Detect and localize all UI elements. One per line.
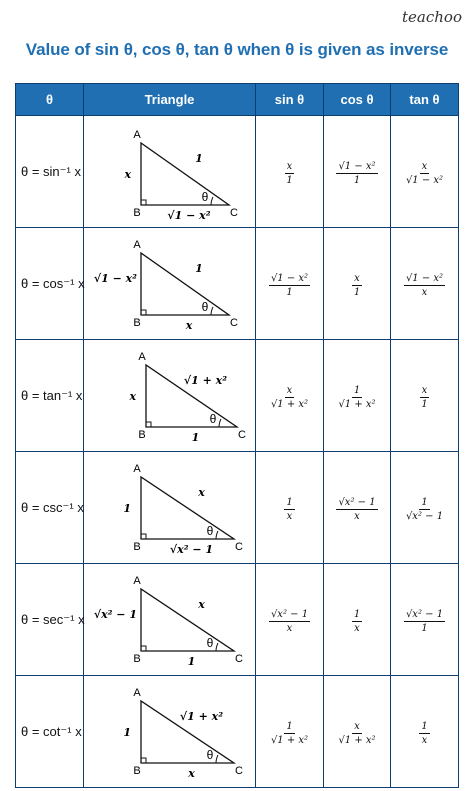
theta-cell: θ = csc⁻¹ x bbox=[16, 452, 84, 564]
table-row bbox=[16, 228, 459, 340]
angle-label-theta: θ bbox=[201, 189, 209, 204]
fraction-denominator: x bbox=[286, 623, 293, 634]
tan-fraction bbox=[404, 161, 445, 186]
cos-fraction bbox=[336, 497, 377, 522]
right-angle-mark bbox=[141, 534, 146, 539]
side-label-bottom: √1 − x² bbox=[167, 208, 211, 222]
vertex-label-a: A bbox=[133, 686, 141, 699]
angle-label-theta: θ bbox=[206, 747, 214, 762]
fraction-numerator: 1 bbox=[286, 721, 293, 732]
sin-fraction bbox=[269, 609, 310, 634]
tan-fraction bbox=[419, 721, 429, 746]
fraction-denominator: x bbox=[354, 623, 360, 634]
right-angle-mark bbox=[141, 758, 146, 763]
angle-arc bbox=[211, 307, 213, 315]
fraction-denominator: √1 − x² bbox=[405, 175, 444, 186]
theta-cell: θ = tan⁻¹ x bbox=[16, 340, 84, 452]
right-angle-mark bbox=[141, 200, 146, 205]
side-label-left: x bbox=[124, 167, 131, 181]
theta-cell: θ = sin⁻¹ x bbox=[16, 116, 84, 228]
vertex-label-c: C bbox=[238, 428, 246, 441]
vertex-label-c: C bbox=[230, 206, 238, 219]
side-label-hypotenuse: 1 bbox=[195, 151, 203, 165]
fraction-numerator: √1 − x² bbox=[338, 161, 376, 172]
angle-label-theta: θ bbox=[206, 523, 214, 538]
tan-fraction bbox=[404, 273, 445, 298]
triangle-cell bbox=[84, 228, 256, 340]
angle-arc bbox=[219, 419, 221, 427]
fraction-numerator: x bbox=[286, 161, 293, 172]
sin-cell bbox=[256, 116, 324, 228]
cos-fraction bbox=[336, 721, 377, 746]
header-triangle: Triangle bbox=[84, 84, 256, 116]
table-row bbox=[16, 340, 459, 452]
triangle-cell bbox=[84, 676, 256, 788]
vertex-label-b: B bbox=[133, 206, 141, 219]
vertex-label-b: B bbox=[133, 764, 141, 777]
cos-cell bbox=[324, 564, 391, 676]
fraction-denominator: √1 + x² bbox=[270, 735, 309, 746]
fraction-numerator: 1 bbox=[353, 609, 361, 620]
fraction-denominator: x bbox=[286, 511, 293, 522]
table-row bbox=[16, 676, 459, 788]
brand-logo: teachoo bbox=[402, 8, 462, 26]
tan-cell bbox=[391, 116, 459, 228]
sin-cell bbox=[256, 564, 324, 676]
cos-fraction bbox=[352, 609, 362, 634]
sin-cell bbox=[256, 452, 324, 564]
angle-arc bbox=[216, 643, 218, 651]
tan-fraction bbox=[419, 385, 429, 410]
fraction-denominator: √1 + x² bbox=[270, 399, 309, 410]
vertex-label-b: B bbox=[133, 316, 141, 329]
cos-fraction bbox=[336, 161, 377, 186]
fraction-denominator: 1 bbox=[353, 287, 361, 298]
side-label-left: √x² − 1 bbox=[93, 607, 137, 621]
vertex-label-a: A bbox=[133, 238, 141, 251]
side-label-hypotenuse: x bbox=[198, 485, 205, 499]
fraction-denominator: 1 bbox=[421, 399, 428, 410]
side-label-left: 1 bbox=[123, 725, 131, 739]
table-row bbox=[16, 452, 459, 564]
triangle-shape bbox=[141, 143, 229, 205]
triangle-cell bbox=[84, 340, 256, 452]
header-sin: sin θ bbox=[256, 84, 324, 116]
cos-cell bbox=[324, 340, 391, 452]
side-label-hypotenuse: 1 bbox=[195, 261, 203, 275]
fraction-numerator: x bbox=[421, 385, 428, 396]
side-label-bottom: 1 bbox=[191, 430, 200, 444]
cos-fraction bbox=[352, 273, 362, 298]
sin-cell bbox=[256, 340, 324, 452]
sin-fraction bbox=[284, 497, 294, 522]
theta-cell: θ = sec⁻¹ x bbox=[16, 564, 84, 676]
tan-fraction bbox=[404, 497, 445, 522]
fraction-denominator: √1 + x² bbox=[338, 399, 376, 410]
vertex-label-a: A bbox=[138, 350, 146, 363]
sin-cell bbox=[256, 676, 324, 788]
triangle-shape bbox=[141, 589, 234, 651]
fraction-numerator: √1 − x² bbox=[405, 273, 444, 284]
side-label-left: 1 bbox=[123, 501, 131, 515]
right-triangle-diagram bbox=[84, 453, 256, 563]
inverse-trig-table bbox=[15, 83, 459, 788]
fraction-denominator: 1 bbox=[286, 175, 293, 186]
angle-label-theta: θ bbox=[201, 299, 209, 314]
side-label-bottom: 1 bbox=[187, 654, 196, 668]
side-label-hypotenuse: √1 + x² bbox=[183, 373, 228, 387]
tan-fraction bbox=[404, 609, 445, 634]
tan-cell bbox=[391, 452, 459, 564]
vertex-label-a: A bbox=[133, 462, 141, 475]
right-triangle-diagram bbox=[84, 677, 256, 787]
fraction-denominator: 1 bbox=[353, 175, 361, 186]
cos-cell bbox=[324, 228, 391, 340]
right-angle-mark bbox=[141, 646, 146, 651]
fraction-numerator: 1 bbox=[353, 385, 361, 396]
side-label-left: x bbox=[129, 389, 136, 403]
header-row bbox=[16, 84, 459, 116]
vertex-label-c: C bbox=[235, 652, 243, 665]
vertex-label-c: C bbox=[235, 540, 243, 553]
triangle-shape bbox=[141, 477, 234, 539]
vertex-label-b: B bbox=[133, 652, 141, 665]
triangle-cell bbox=[84, 564, 256, 676]
side-label-bottom: x bbox=[185, 318, 193, 332]
fraction-denominator: 1 bbox=[421, 623, 428, 634]
angle-arc bbox=[216, 755, 218, 763]
header-tan: tan θ bbox=[391, 84, 459, 116]
cos-cell bbox=[324, 676, 391, 788]
header-theta: θ bbox=[16, 84, 84, 116]
right-angle-mark bbox=[141, 310, 146, 315]
triangle-cell bbox=[84, 116, 256, 228]
vertex-label-b: B bbox=[138, 428, 146, 441]
fraction-denominator: √1 + x² bbox=[338, 735, 376, 746]
fraction-numerator: x bbox=[421, 161, 428, 172]
fraction-numerator: 1 bbox=[421, 721, 428, 732]
tan-cell bbox=[391, 228, 459, 340]
fraction-numerator: √x² − 1 bbox=[338, 497, 376, 508]
right-triangle-diagram bbox=[84, 117, 256, 227]
fraction-denominator: x bbox=[421, 287, 428, 298]
cos-cell bbox=[324, 116, 391, 228]
side-label-bottom: x bbox=[188, 766, 195, 780]
angle-label-theta: θ bbox=[209, 411, 217, 426]
fraction-denominator: x bbox=[421, 735, 428, 746]
sin-cell bbox=[256, 228, 324, 340]
right-angle-mark bbox=[146, 422, 151, 427]
right-triangle-diagram bbox=[84, 565, 256, 675]
fraction-denominator: 1 bbox=[286, 287, 293, 298]
cos-cell bbox=[324, 452, 391, 564]
page-title: Value of sin θ, cos θ, tan θ when θ is given as inverse bbox=[25, 40, 449, 59]
sin-fraction bbox=[269, 721, 310, 746]
vertex-label-c: C bbox=[235, 764, 243, 777]
vertex-label-a: A bbox=[133, 574, 141, 587]
fraction-numerator: 1 bbox=[286, 497, 293, 508]
fraction-numerator: √x² − 1 bbox=[270, 609, 309, 620]
right-triangle-diagram bbox=[84, 341, 256, 451]
side-label-hypotenuse: x bbox=[198, 597, 205, 611]
fraction-numerator: x bbox=[286, 385, 293, 396]
sin-fraction bbox=[284, 161, 294, 186]
side-label-hypotenuse: √1 + x² bbox=[179, 709, 224, 723]
fraction-denominator: √x² − 1 bbox=[405, 511, 444, 522]
sin-fraction bbox=[269, 273, 310, 298]
cos-fraction bbox=[336, 385, 377, 410]
vertex-label-b: B bbox=[133, 540, 141, 553]
fraction-numerator: x bbox=[354, 721, 360, 732]
fraction-denominator: x bbox=[354, 511, 360, 522]
sin-fraction bbox=[269, 385, 310, 410]
tan-cell bbox=[391, 564, 459, 676]
angle-label-theta: θ bbox=[206, 635, 214, 650]
fraction-numerator: √x² − 1 bbox=[405, 609, 444, 620]
vertex-label-a: A bbox=[133, 128, 141, 141]
fraction-numerator: √1 − x² bbox=[270, 273, 309, 284]
tan-cell bbox=[391, 340, 459, 452]
triangle-cell bbox=[84, 452, 256, 564]
vertex-label-c: C bbox=[230, 316, 238, 329]
side-label-bottom: √x² − 1 bbox=[169, 542, 214, 556]
theta-cell: θ = cos⁻¹ x bbox=[16, 228, 84, 340]
angle-arc bbox=[211, 197, 213, 205]
fraction-numerator: 1 bbox=[421, 497, 428, 508]
header-cos: cos θ bbox=[324, 84, 391, 116]
right-triangle-diagram bbox=[84, 229, 256, 339]
theta-cell: θ = cot⁻¹ x bbox=[16, 676, 84, 788]
angle-arc bbox=[216, 531, 218, 539]
side-label-left: √1 − x² bbox=[93, 271, 137, 285]
table-row bbox=[16, 564, 459, 676]
fraction-numerator: x bbox=[354, 273, 360, 284]
tan-cell bbox=[391, 676, 459, 788]
table-row bbox=[16, 116, 459, 228]
triangle-shape bbox=[141, 253, 229, 315]
